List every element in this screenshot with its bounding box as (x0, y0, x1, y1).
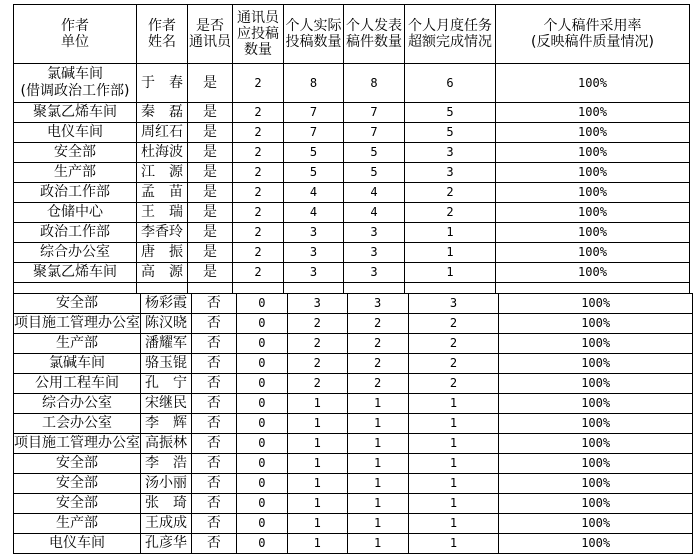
cell-published: 1 (347, 414, 408, 434)
header-quota: 通讯员 应投稿 数量 (233, 5, 284, 64)
table-row (14, 183, 690, 203)
table-row (14, 334, 693, 354)
divider (283, 283, 284, 293)
cell-is-correspondent: 是 (188, 223, 233, 243)
cell-name: 江 源 (137, 163, 188, 183)
divider (187, 283, 188, 293)
cell-adoption-rate: 100% (499, 434, 693, 454)
table-row (14, 103, 690, 123)
cell-is-correspondent: 否 (191, 294, 236, 314)
cell-is-correspondent: 是 (188, 143, 233, 163)
table-row (14, 534, 693, 554)
cell-quota: 0 (236, 354, 287, 374)
cell-overfulfilled: 1 (408, 414, 499, 434)
cell-adoption-rate: 100% (499, 454, 693, 474)
cell-published: 3 (344, 223, 405, 243)
cell-overfulfilled: 1 (408, 534, 499, 554)
divider (13, 283, 14, 293)
cell-published: 5 (344, 163, 405, 183)
cell-submitted: 3 (284, 223, 344, 243)
cell-quota: 2 (233, 243, 284, 263)
cell-unit: 公用工程车间 (14, 374, 141, 394)
cell-is-correspondent: 是 (188, 183, 233, 203)
header-published: 个人发表 稿件数量 (344, 5, 405, 64)
cell-is-correspondent: 是 (188, 103, 233, 123)
cell-name: 宋继民 (141, 394, 192, 414)
table-row (14, 223, 690, 243)
cell-overfulfilled: 1 (408, 474, 499, 494)
cell-published: 8 (344, 64, 405, 103)
cell-name: 孔 宁 (141, 374, 192, 394)
cell-submitted: 2 (287, 354, 347, 374)
cell-quota: 2 (233, 223, 284, 243)
cell-quota: 0 (236, 314, 287, 334)
cell-adoption-rate: 100% (496, 64, 690, 103)
table-row (14, 414, 693, 434)
cell-quota: 0 (236, 454, 287, 474)
cell-quota: 0 (236, 294, 287, 314)
cell-unit: 聚氯乙烯车间 (14, 263, 137, 283)
cell-is-correspondent: 否 (191, 354, 236, 374)
cell-unit: 政治工作部 (14, 223, 137, 243)
cell-submitted: 4 (284, 203, 344, 223)
cell-submitted: 1 (287, 434, 347, 454)
cell-published: 1 (347, 534, 408, 554)
cell-adoption-rate: 100% (496, 263, 690, 283)
cell-published: 3 (347, 294, 408, 314)
cell-published: 4 (344, 183, 405, 203)
cell-submitted: 1 (287, 454, 347, 474)
cell-is-correspondent: 否 (191, 454, 236, 474)
cell-adoption-rate: 100% (499, 314, 693, 334)
cell-unit: 电仪车间 (14, 123, 137, 143)
cell-overfulfilled: 1 (405, 223, 496, 243)
cell-unit: 政治工作部 (14, 183, 137, 203)
cell-unit: 生产部 (14, 163, 137, 183)
cell-quota: 2 (233, 203, 284, 223)
stats-table-non-correspondents (13, 293, 693, 554)
cell-submitted: 1 (287, 474, 347, 494)
cell-adoption-rate: 100% (499, 394, 693, 414)
cell-name: 李 辉 (141, 414, 192, 434)
table-row (14, 243, 690, 263)
cell-published: 1 (347, 434, 408, 454)
cell-is-correspondent: 否 (191, 414, 236, 434)
cell-published: 1 (347, 494, 408, 514)
header-name: 作者 姓名 (137, 5, 188, 64)
cell-is-correspondent: 是 (188, 203, 233, 223)
cell-overfulfilled: 2 (408, 314, 499, 334)
cell-submitted: 2 (287, 314, 347, 334)
cell-submitted: 5 (284, 163, 344, 183)
cell-name: 秦 磊 (137, 103, 188, 123)
cell-submitted: 8 (284, 64, 344, 103)
cell-quota: 2 (233, 163, 284, 183)
cell-submitted: 3 (284, 243, 344, 263)
cell-quota: 2 (233, 64, 284, 103)
table-row (14, 474, 693, 494)
cell-unit: 聚氯乙烯车间 (14, 103, 137, 123)
cell-unit: 电仪车间 (14, 534, 141, 554)
cell-name: 杜海波 (137, 143, 188, 163)
cell-overfulfilled: 2 (405, 203, 496, 223)
table-row (14, 394, 693, 414)
cell-adoption-rate: 100% (496, 203, 690, 223)
cell-submitted: 2 (287, 374, 347, 394)
cell-is-correspondent: 否 (191, 434, 236, 454)
cell-adoption-rate: 100% (499, 294, 693, 314)
cell-name: 孟 苗 (137, 183, 188, 203)
cell-published: 5 (344, 143, 405, 163)
cell-unit: 综合办公室 (14, 394, 141, 414)
cell-overfulfilled: 1 (405, 263, 496, 283)
cell-is-correspondent: 否 (191, 314, 236, 334)
cell-quota: 2 (233, 143, 284, 163)
cell-published: 2 (347, 334, 408, 354)
cell-published: 3 (344, 243, 405, 263)
cell-submitted: 4 (284, 183, 344, 203)
cell-quota: 0 (236, 514, 287, 534)
cell-unit: 项目施工管理办公室 (14, 314, 141, 334)
cell-overfulfilled: 5 (405, 103, 496, 123)
cell-overfulfilled: 2 (408, 334, 499, 354)
cell-quota: 2 (233, 103, 284, 123)
cell-overfulfilled: 3 (405, 143, 496, 163)
cell-is-correspondent: 是 (188, 64, 233, 103)
cell-name: 汤小丽 (141, 474, 192, 494)
header-is-correspondent: 是否 通讯员 (188, 5, 233, 64)
cell-quota: 0 (236, 394, 287, 414)
cell-overfulfilled: 1 (405, 243, 496, 263)
cell-published: 1 (347, 454, 408, 474)
cell-submitted: 7 (284, 103, 344, 123)
cell-quota: 0 (236, 374, 287, 394)
header-adoption-rate: 个人稿件采用率 (反映稿件质量情况) (496, 5, 690, 64)
cell-adoption-rate: 100% (496, 123, 690, 143)
cell-overfulfilled: 1 (408, 514, 499, 534)
cell-is-correspondent: 是 (188, 243, 233, 263)
cell-name: 李 浩 (141, 454, 192, 474)
table-row (14, 64, 690, 103)
divider (136, 283, 137, 293)
cell-adoption-rate: 100% (496, 223, 690, 243)
cell-adoption-rate: 100% (499, 374, 693, 394)
cell-is-correspondent: 是 (188, 123, 233, 143)
table-row (14, 494, 693, 514)
cell-unit: 安全部 (14, 474, 141, 494)
cell-overfulfilled: 2 (408, 374, 499, 394)
cell-submitted: 1 (287, 414, 347, 434)
cell-adoption-rate: 100% (499, 514, 693, 534)
cell-quota: 0 (236, 334, 287, 354)
cell-published: 4 (344, 203, 405, 223)
cell-quota: 2 (233, 263, 284, 283)
cell-overfulfilled: 1 (408, 454, 499, 474)
cell-name: 骆玉锟 (141, 354, 192, 374)
cell-unit: 氯碱车间 (14, 354, 141, 374)
cell-unit: 安全部 (14, 294, 141, 314)
cell-submitted: 1 (287, 534, 347, 554)
cell-adoption-rate: 100% (496, 103, 690, 123)
cell-is-correspondent: 否 (191, 494, 236, 514)
cell-submitted: 3 (287, 294, 347, 314)
cell-name: 高 源 (137, 263, 188, 283)
cell-unit: 氯碱车间 (借调政治工作部) (14, 64, 137, 103)
divider (232, 283, 233, 293)
cell-unit: 安全部 (14, 454, 141, 474)
cell-name: 王 瑞 (137, 203, 188, 223)
divider (404, 283, 405, 293)
cell-submitted: 5 (284, 143, 344, 163)
cell-adoption-rate: 100% (496, 183, 690, 203)
cell-overfulfilled: 1 (408, 434, 499, 454)
divider (495, 283, 496, 293)
table-row (14, 143, 690, 163)
cell-submitted: 7 (284, 123, 344, 143)
cell-is-correspondent: 是 (188, 263, 233, 283)
cell-unit: 工会办公室 (14, 414, 141, 434)
table-row (14, 374, 693, 394)
cell-published: 1 (347, 514, 408, 534)
cell-published: 2 (347, 314, 408, 334)
cell-submitted: 1 (287, 394, 347, 414)
cell-adoption-rate: 100% (499, 354, 693, 374)
cell-unit: 综合办公室 (14, 243, 137, 263)
table-row (14, 294, 693, 314)
header-unit: 作者 单位 (14, 5, 137, 64)
cell-is-correspondent: 否 (191, 374, 236, 394)
cell-published: 2 (347, 374, 408, 394)
cell-published: 3 (344, 263, 405, 283)
cell-submitted: 2 (287, 334, 347, 354)
cell-is-correspondent: 否 (191, 514, 236, 534)
cell-name: 孔彦华 (141, 534, 192, 554)
cell-overfulfilled: 2 (408, 354, 499, 374)
cell-published: 1 (347, 394, 408, 414)
table-row (14, 314, 693, 334)
cell-submitted: 1 (287, 494, 347, 514)
cell-is-correspondent: 否 (191, 474, 236, 494)
cell-unit: 生产部 (14, 514, 141, 534)
cell-unit: 安全部 (14, 143, 137, 163)
cell-adoption-rate: 100% (499, 494, 693, 514)
header-submitted: 个人实际 投稿数量 (284, 5, 344, 64)
cell-unit: 生产部 (14, 334, 141, 354)
cell-is-correspondent: 否 (191, 534, 236, 554)
table-row (14, 163, 690, 183)
cell-overfulfilled: 5 (405, 123, 496, 143)
cell-unit: 安全部 (14, 494, 141, 514)
cell-is-correspondent: 是 (188, 163, 233, 183)
cell-is-correspondent: 否 (191, 334, 236, 354)
divider (343, 283, 344, 293)
cell-overfulfilled: 1 (408, 394, 499, 414)
cell-published: 2 (347, 354, 408, 374)
cell-name: 周红石 (137, 123, 188, 143)
cell-name: 李香玲 (137, 223, 188, 243)
cell-overfulfilled: 2 (405, 183, 496, 203)
cell-quota: 0 (236, 414, 287, 434)
table-row (14, 263, 690, 283)
cell-overfulfilled: 3 (405, 163, 496, 183)
cell-adoption-rate: 100% (496, 163, 690, 183)
cell-name: 陈汉晓 (141, 314, 192, 334)
cell-published: 1 (347, 474, 408, 494)
header-row (14, 5, 690, 64)
table-row (14, 354, 693, 374)
cell-name: 唐 振 (137, 243, 188, 263)
cell-overfulfilled: 6 (405, 64, 496, 103)
cell-published: 7 (344, 123, 405, 143)
stats-table-correspondents (13, 4, 690, 283)
cell-quota: 0 (236, 534, 287, 554)
cell-adoption-rate: 100% (496, 143, 690, 163)
cell-adoption-rate: 100% (499, 534, 693, 554)
cell-quota: 0 (236, 474, 287, 494)
cell-name: 王成成 (141, 514, 192, 534)
cell-quota: 0 (236, 494, 287, 514)
divider (689, 283, 690, 293)
cell-name: 于 春 (137, 64, 188, 103)
table-row (14, 434, 693, 454)
cell-name: 杨彩霞 (141, 294, 192, 314)
cell-published: 7 (344, 103, 405, 123)
cell-adoption-rate: 100% (496, 243, 690, 263)
cell-quota: 2 (233, 183, 284, 203)
cell-adoption-rate: 100% (499, 474, 693, 494)
cell-name: 高振林 (141, 434, 192, 454)
cell-adoption-rate: 100% (499, 334, 693, 354)
cell-quota: 0 (236, 434, 287, 454)
table-row (14, 203, 690, 223)
cell-unit: 仓储中心 (14, 203, 137, 223)
cell-is-correspondent: 否 (191, 394, 236, 414)
table-row (14, 454, 693, 474)
cell-submitted: 3 (284, 263, 344, 283)
table-row (14, 514, 693, 534)
table-row (14, 123, 690, 143)
cell-name: 张 琦 (141, 494, 192, 514)
cell-name: 潘耀军 (141, 334, 192, 354)
cell-submitted: 1 (287, 514, 347, 534)
cell-adoption-rate: 100% (499, 414, 693, 434)
cell-unit: 项目施工管理办公室 (14, 434, 141, 454)
header-overfulfilled: 个人月度任务 超额完成情况 (405, 5, 496, 64)
cell-overfulfilled: 1 (408, 494, 499, 514)
cell-overfulfilled: 3 (408, 294, 499, 314)
cell-quota: 2 (233, 123, 284, 143)
